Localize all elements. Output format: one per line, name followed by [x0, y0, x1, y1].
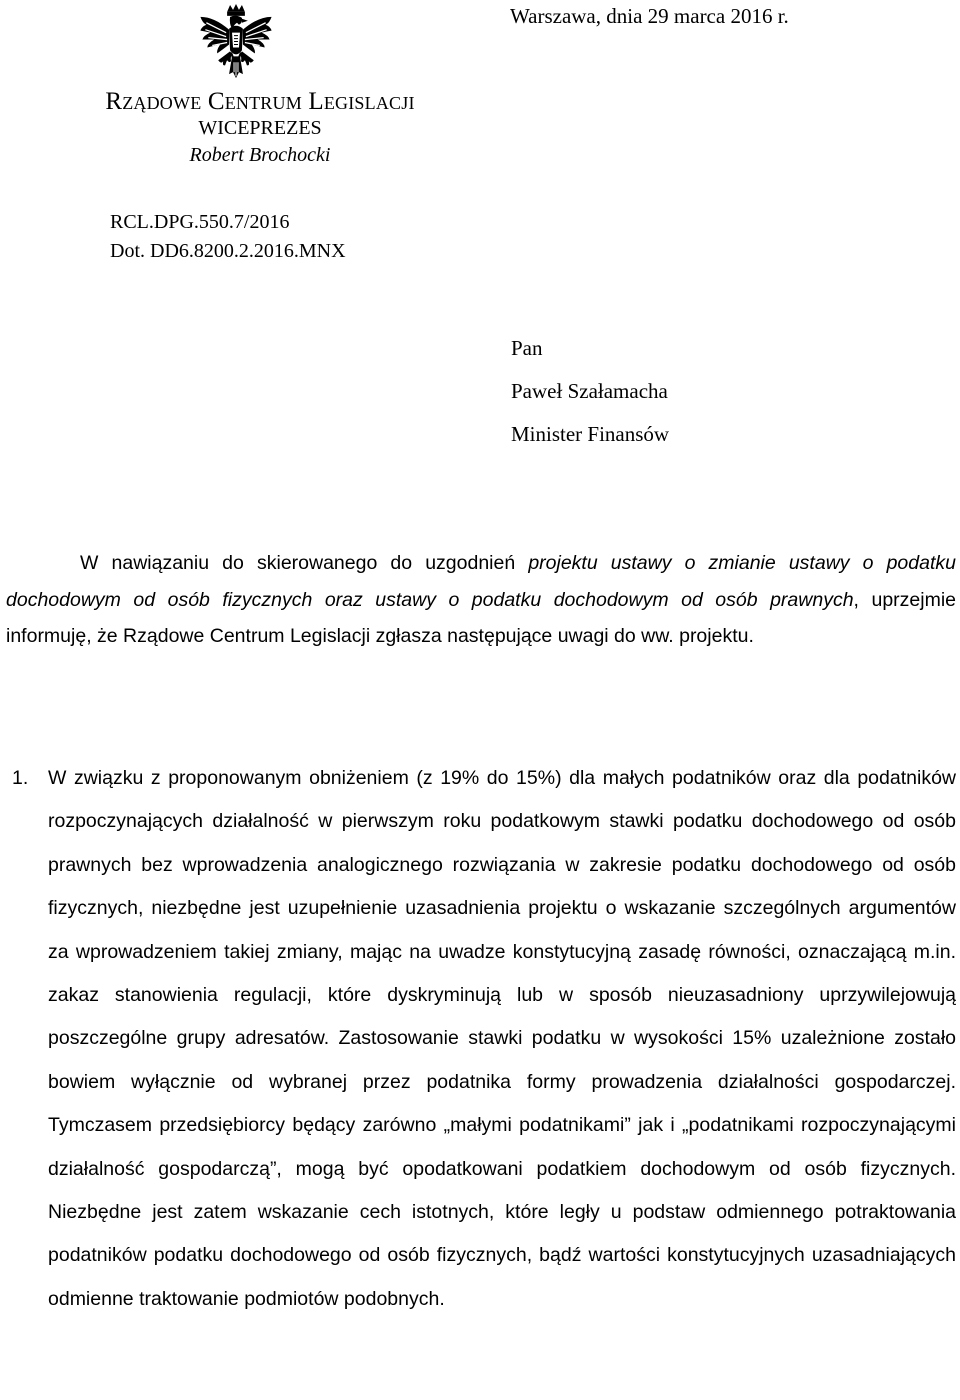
- remark-text: W związku z proponowanym obniżeniem (z 19% do 15%) dla małych podatników oraz dla podatników rozpoczynających działalność w pierwszym roku podatkowym stawki podatku dochodowego od osób prawnych bez wprowadzenia analogicznego rozwiązania w zakresie podatku dochodowego od osób fizycznych, niezbędne jest uzupełnienie uzasadnienia projektu o wskazanie szczególnych argumentów za wprowadzeniem takiej zmiany, mając na uwadze konstytucyjną zasadę równości, oznaczającą m.in. zakaz stanowienia regulacji, które dyskryminują lub w sposób nieuzasadniony uprzywilejowują poszczególne grupy adresatów. Zastosowanie stawki podatku w wysokości 15% uzależnione zostało bowiem wyłącznie od wybranej przez podatnika formy prowadzenia działalności gospodarczej. Tymczasem przedsiębiorcy będący zarówno „małymi podatnikami” jak i „podatnikami rozpoczynającymi działalność gospodarczą”, mogą być opodatkowani podatkiem dochodowym od osób fizycznych. Niezbędne jest zatem wskazanie cech istotnych, które legły u podstaw odmiennego potraktowania podatników podatku dochodowego od osób fizycznych, bądź wartości konstytucyjnych uzasadniających odmienne traktowanie podmiotów podobnych.: [48, 767, 956, 1310]
- polish-eagle-emblem: [196, 3, 276, 86]
- sender-position: WICEPREZES: [198, 117, 322, 139]
- reference-numbers: [110, 208, 346, 266]
- recipient-name: Paweł Szałamacha: [511, 379, 668, 403]
- draft-title: projektu ustawy o zmianie ustawy o podatku dochodowym od osób fizycznych oraz ustawy o podatku dochodowym od osób prawnych: [6, 552, 956, 611]
- intro-text: W nawiązaniu do skierowanego do uzgodnień: [80, 552, 529, 574]
- letter-date: Warszawa, dnia 29 marca 2016 r.: [510, 4, 789, 28]
- reference-number: Dot. DD6.8200.2.2016.MNX: [110, 240, 346, 262]
- sender-name: Robert Brochocki: [189, 144, 331, 166]
- recipient-title: Minister Finansów: [511, 422, 670, 446]
- remark-item: [6, 757, 956, 1321]
- reference-number: RCL.DPG.550.7/2016: [110, 211, 290, 233]
- remark-number: 1.: [12, 767, 29, 789]
- recipient-block: [511, 327, 669, 456]
- recipient-salutation: Pan: [511, 336, 543, 360]
- sender-organization: Rządowe Centrum Legislacji: [105, 88, 415, 115]
- sender-block: [80, 88, 440, 169]
- intro-text-end: , uprzejmie informuję, że Rządowe Centrum Legislacji zgłasza następujące uwagi do ww. projektu.: [6, 588, 956, 647]
- intro-paragraph: [6, 545, 956, 655]
